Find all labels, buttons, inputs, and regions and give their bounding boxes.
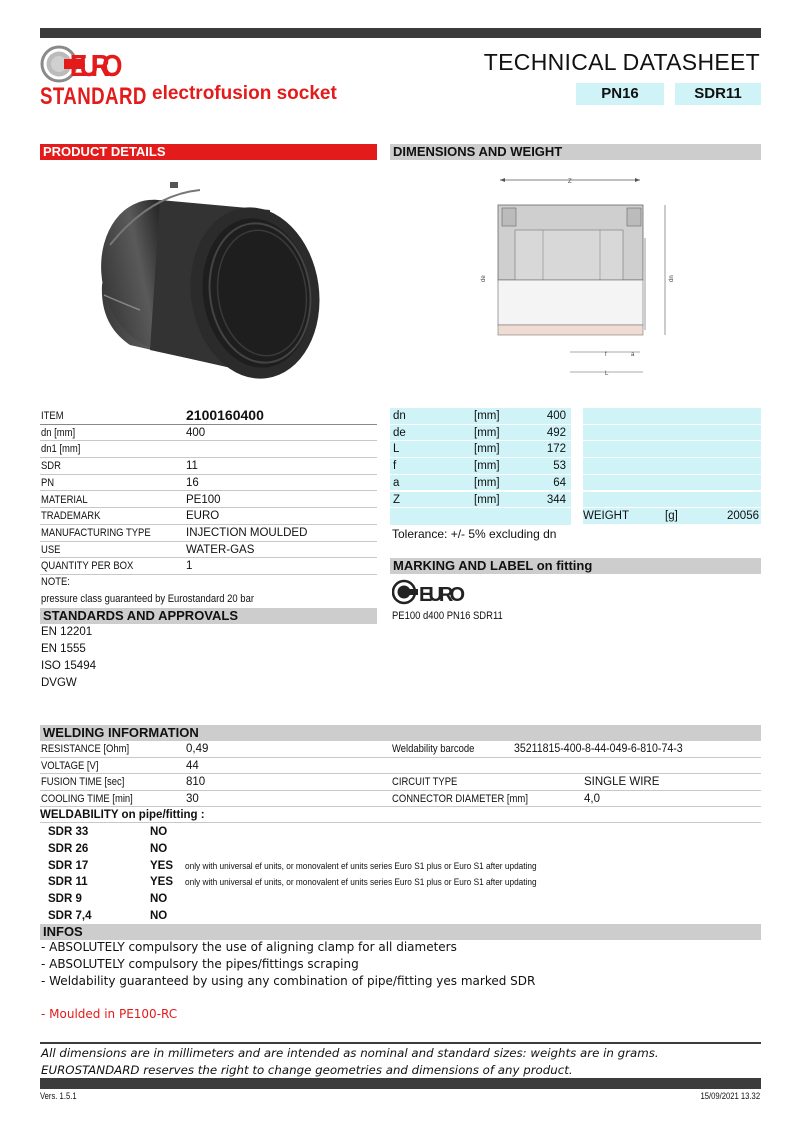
dimension-row bbox=[390, 425, 571, 442]
dimension-row bbox=[390, 458, 571, 475]
weight-label: WEIGHT bbox=[583, 510, 629, 522]
standard-item: EN 12201 bbox=[41, 626, 93, 638]
dimension-unit: [mm] bbox=[474, 460, 500, 473]
weight-unit: [g] bbox=[665, 510, 678, 522]
product-detail-value: INJECTION MOULDED bbox=[186, 526, 308, 539]
weight-value: 20056 bbox=[727, 510, 759, 522]
welding-value-right: SINGLE WIRE bbox=[584, 776, 660, 789]
eurostandard-logo bbox=[40, 45, 147, 115]
footer-line-2: EUROSTANDARD reserves the right to change geometries and dimensions of any product. bbox=[41, 1063, 573, 1077]
product-detail-key: TRADEMARK bbox=[41, 510, 101, 523]
dimension-row bbox=[390, 408, 571, 425]
dimension-row bbox=[390, 492, 571, 509]
infos-header: INFOS bbox=[40, 924, 761, 940]
weldability-sdr: SDR 9 bbox=[48, 893, 82, 906]
welding-key: VOLTAGE [V] bbox=[41, 759, 99, 772]
weldability-status: NO bbox=[150, 910, 168, 922]
product-details-header: PRODUCT DETAILS bbox=[40, 144, 377, 160]
dimension-value: 492 bbox=[546, 426, 566, 439]
product-detail-key: ITEM bbox=[41, 410, 64, 422]
sdr-badge: SDR11 bbox=[675, 83, 761, 105]
dimension-unit: [mm] bbox=[474, 476, 500, 489]
product-image bbox=[90, 175, 330, 380]
product-detail-row bbox=[40, 441, 377, 458]
dimension-extra-cell bbox=[583, 425, 761, 442]
product-detail-row bbox=[40, 508, 377, 525]
product-detail-key: SDR bbox=[41, 460, 61, 473]
product-detail-row bbox=[40, 492, 377, 509]
product-name: electrofusion socket bbox=[152, 83, 337, 104]
dimension-name: dn bbox=[393, 410, 406, 422]
weight-row bbox=[583, 508, 761, 525]
dimension-unit: [mm] bbox=[474, 493, 500, 506]
version-label: Vers. 1.5.1 bbox=[40, 1091, 77, 1101]
dimension-name: Z bbox=[393, 493, 401, 506]
weldability-row bbox=[40, 858, 761, 875]
dimension-unit: [mm] bbox=[474, 426, 500, 439]
product-detail-value: 16 bbox=[186, 476, 199, 489]
document-title: TECHNICAL DATASHEET bbox=[483, 49, 760, 75]
weldability-sdr: SDR 33 bbox=[48, 826, 89, 838]
bottom-bar bbox=[40, 1078, 761, 1089]
weldability-row bbox=[40, 874, 761, 891]
welding-value-right: 4,0 bbox=[584, 792, 600, 805]
marking-header: MARKING AND LABEL on fitting bbox=[390, 558, 761, 574]
standard-item: DVGW bbox=[41, 677, 77, 689]
product-detail-row bbox=[40, 542, 377, 559]
product-detail-value: 400 bbox=[186, 426, 206, 439]
weldability-sdr: SDR 7,4 bbox=[48, 910, 92, 922]
dimension-extra-cell bbox=[583, 408, 761, 425]
product-detail-value: 11 bbox=[186, 460, 198, 473]
product-detail-value: WATER-GAS bbox=[186, 543, 255, 556]
product-detail-row bbox=[40, 475, 377, 492]
weldability-row bbox=[40, 824, 761, 841]
welding-key: FUSION TIME [sec] bbox=[41, 776, 125, 789]
welding-row bbox=[40, 741, 761, 758]
product-detail-key: USE bbox=[41, 543, 61, 556]
drawing-label-dn: dn bbox=[669, 275, 675, 282]
welding-key: COOLING TIME [min] bbox=[41, 792, 133, 805]
dimension-extra-cell bbox=[583, 475, 761, 492]
weldability-sdr: SDR 11 bbox=[48, 876, 88, 889]
note-label: NOTE: bbox=[41, 576, 70, 588]
info-red-note: - Moulded in PE100-RC bbox=[41, 1007, 178, 1021]
tolerance-text: Tolerance: +/- 5% excluding dn bbox=[392, 527, 557, 541]
marking-logo bbox=[392, 579, 468, 605]
dimension-value: 172 bbox=[546, 443, 566, 456]
dimension-value: 64 bbox=[553, 476, 566, 489]
product-detail-key: dn1 [mm] bbox=[41, 443, 81, 456]
dimension-name: de bbox=[393, 426, 406, 439]
weldability-sdr: SDR 26 bbox=[48, 842, 89, 855]
pn-badge: PN16 bbox=[576, 83, 664, 105]
weldability-row bbox=[40, 841, 761, 858]
product-detail-key: PN bbox=[41, 476, 55, 489]
product-detail-row bbox=[40, 458, 377, 475]
product-detail-key: dn [mm] bbox=[41, 426, 76, 439]
product-detail-value: EURO bbox=[186, 510, 220, 523]
product-detail-row bbox=[40, 525, 377, 542]
drawing-label-z: Z bbox=[568, 179, 572, 185]
dimension-extra-cell bbox=[583, 492, 761, 509]
welding-value: 810 bbox=[186, 776, 206, 789]
standards-header: STANDARDS AND APPROVALS bbox=[40, 608, 377, 624]
welding-row bbox=[40, 791, 761, 808]
product-detail-value: 1 bbox=[186, 560, 193, 573]
welding-value: 44 bbox=[186, 759, 199, 772]
weldability-status: YES bbox=[150, 876, 174, 889]
drawing-label-f: f bbox=[605, 352, 607, 358]
weldability-status: YES bbox=[150, 859, 174, 872]
welding-value-right: 35211815-400-8-44-049-6-810-74-3 bbox=[514, 743, 683, 755]
dimension-extra-cell bbox=[583, 441, 761, 458]
dimension-value: 344 bbox=[546, 493, 566, 506]
drawing-label-a: a bbox=[631, 352, 635, 358]
weldability-sdr: SDR 17 bbox=[48, 859, 89, 872]
product-detail-key: MANUFACTURING TYPE bbox=[41, 526, 151, 539]
marking-label: PE100 d400 PN16 SDR11 bbox=[392, 610, 503, 622]
dimension-row bbox=[390, 475, 571, 492]
info-item: - ABSOLUTELY compulsory the pipes/fittings scraping bbox=[41, 957, 359, 971]
dimension-name: a bbox=[393, 476, 400, 489]
product-detail-row bbox=[40, 408, 377, 425]
dimension-unit: [mm] bbox=[474, 443, 500, 456]
standard-item: ISO 15494 bbox=[41, 660, 96, 672]
footer-rule bbox=[40, 1042, 761, 1044]
dimension-name: f bbox=[393, 460, 397, 473]
technical-drawing bbox=[455, 170, 690, 385]
top-bar bbox=[40, 28, 761, 38]
weldability-status: NO bbox=[150, 893, 168, 906]
drawing-label-de: de bbox=[481, 275, 487, 282]
product-detail-row bbox=[40, 425, 377, 442]
info-item: - ABSOLUTELY compulsory the use of aligning clamp for all diameters bbox=[41, 940, 457, 954]
dimensions-header: DIMENSIONS AND WEIGHT bbox=[390, 144, 761, 160]
euro-logo-mark bbox=[40, 45, 140, 85]
welding-value: 30 bbox=[186, 792, 199, 805]
welding-key-right: CONNECTOR DIAMETER [mm] bbox=[392, 792, 528, 805]
welding-key-right: CIRCUIT TYPE bbox=[392, 776, 458, 789]
dimension-value: 400 bbox=[546, 410, 566, 422]
weldability-status: NO bbox=[150, 826, 168, 838]
logo-text-standard: STANDARD bbox=[40, 83, 147, 110]
welding-key: RESISTANCE [Ohm] bbox=[41, 743, 130, 755]
product-detail-key: MATERIAL bbox=[41, 493, 88, 506]
dimension-value: 53 bbox=[553, 460, 566, 473]
date-label: 15/09/2021 13.32 bbox=[700, 1091, 760, 1101]
welding-key-right: Weldability barcode bbox=[392, 743, 475, 755]
marking-logo-text: EURO bbox=[419, 584, 465, 605]
drawing-label-l: L bbox=[605, 371, 609, 377]
welding-header: WELDING INFORMATION bbox=[40, 725, 761, 741]
weldability-row bbox=[40, 891, 761, 908]
product-detail-value: 2100160400 bbox=[186, 407, 264, 423]
welding-row bbox=[40, 758, 761, 775]
note-text: pressure class guaranteed by Eurostandard 20 bar bbox=[41, 593, 254, 605]
weldability-title: WELDABILITY on pipe/fitting : bbox=[40, 807, 761, 823]
welding-row bbox=[40, 774, 761, 791]
dimension-name: L bbox=[393, 443, 400, 456]
dimension-row bbox=[390, 441, 571, 458]
product-detail-row bbox=[40, 558, 377, 575]
welding-value: 0,49 bbox=[186, 743, 209, 755]
dimension-unit: [mm] bbox=[474, 410, 500, 422]
product-detail-value: PE100 bbox=[186, 493, 221, 506]
weldability-note: only with universal ef units, or monovalent ef units series Euro S1 plus or Euro S1 after updating bbox=[185, 877, 537, 888]
dimension-extra-cell bbox=[583, 458, 761, 475]
product-detail-key: QUANTITY PER BOX bbox=[41, 560, 134, 573]
weldability-row bbox=[40, 908, 761, 925]
logo-text-euro: EURO bbox=[69, 49, 123, 84]
weldability-status: NO bbox=[150, 842, 168, 855]
standard-item: EN 1555 bbox=[41, 643, 86, 655]
weldability-note: only with universal ef units, or monovalent ef units series Euro S1 plus or Euro S1 after updating bbox=[185, 860, 537, 871]
info-item: - Weldability guaranteed by using any combination of pipe/fitting yes marked SDR bbox=[41, 974, 536, 988]
footer-line-1: All dimensions are in millimeters and are intended as nominal and standard sizes: weights are in grams. bbox=[41, 1046, 659, 1060]
dimension-empty-row bbox=[390, 508, 571, 525]
